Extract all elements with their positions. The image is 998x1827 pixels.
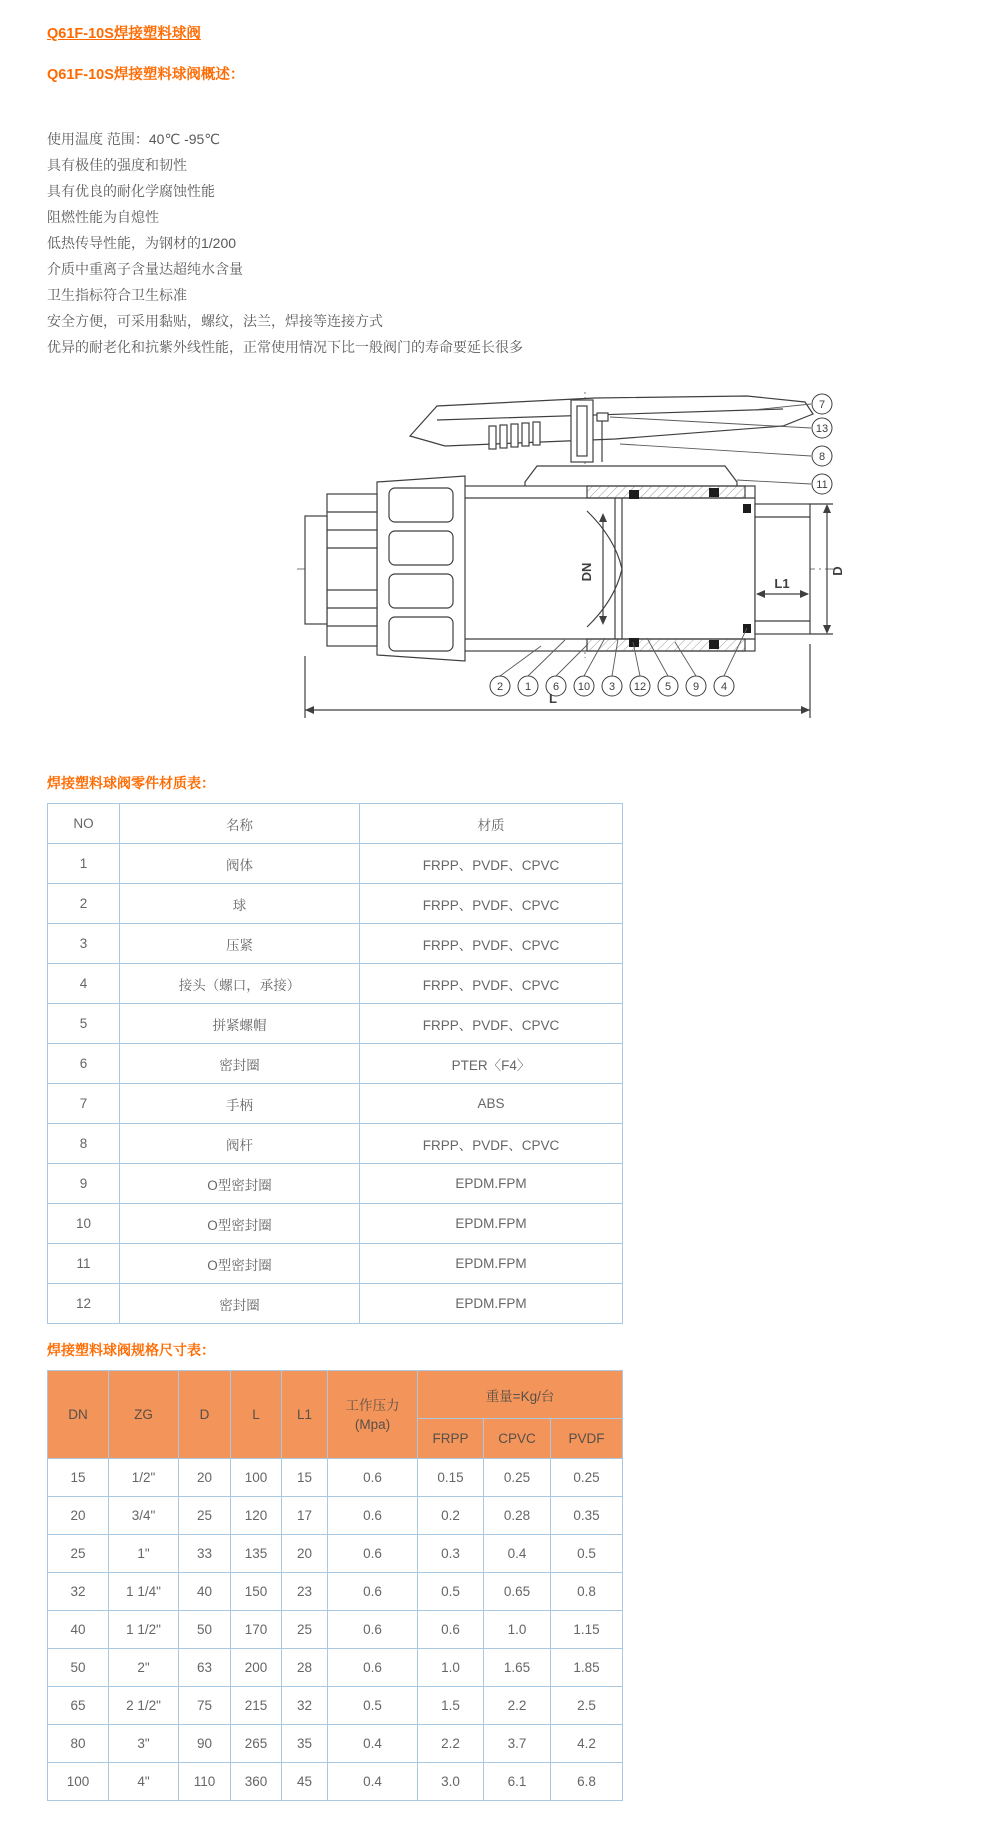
valve-diagram-wrap xyxy=(285,386,870,739)
pressure-header-line1: 工作压力 xyxy=(345,1397,400,1413)
materials-table-heading: 焊接塑料球阀零件材质表： xyxy=(47,775,215,791)
features-list xyxy=(47,126,968,360)
table-row xyxy=(48,1459,623,1497)
table-cell: 6 xyxy=(48,1044,120,1084)
table-cell: 11 xyxy=(48,1244,120,1284)
table-cell: 1 xyxy=(48,844,120,884)
table-cell: 压紧 xyxy=(120,924,360,964)
table-cell: 球 xyxy=(120,884,360,924)
callout-4: 4 xyxy=(720,681,728,693)
table-cell: 110 xyxy=(179,1763,231,1801)
table-cell: 4.2 xyxy=(551,1725,623,1763)
table-cell: 2" xyxy=(109,1649,179,1687)
table-row xyxy=(48,1497,623,1535)
table-row xyxy=(48,1725,623,1763)
callout-5: 5 xyxy=(664,681,672,693)
table-cell: FRPP、PVDF、CPVC xyxy=(360,964,623,1004)
table-row xyxy=(48,1649,623,1687)
table-row xyxy=(48,1204,623,1244)
feature-item: 阻燃性能为自熄性 xyxy=(47,209,159,225)
table-cell: EPDM.FPM xyxy=(360,1244,623,1284)
table-cell: 23 xyxy=(282,1573,328,1611)
table-cell: 1 1/2" xyxy=(109,1611,179,1649)
table-row xyxy=(48,1164,623,1204)
table-cell: 25 xyxy=(179,1497,231,1535)
table-cell: 0.6 xyxy=(328,1497,418,1535)
table-row xyxy=(48,1573,623,1611)
table-row xyxy=(48,884,623,924)
table-cell: 0.28 xyxy=(484,1497,551,1535)
materials-table xyxy=(47,803,623,1324)
table-cell: 10 xyxy=(48,1204,120,1244)
table-cell: 0.4 xyxy=(328,1763,418,1801)
table-cell: 50 xyxy=(48,1649,109,1687)
table-cell: 1 1/4" xyxy=(109,1573,179,1611)
feature-item: 介质中重离子含量达超纯水含量 xyxy=(47,261,243,277)
table-cell: 3.0 xyxy=(418,1763,484,1801)
table-cell: FRPP、PVDF、CPVC xyxy=(360,844,623,884)
table-row xyxy=(48,1284,623,1324)
table-cell: 1.0 xyxy=(484,1611,551,1649)
table-cell: FRPP、PVDF、CPVC xyxy=(360,1004,623,1044)
table-cell: 6.1 xyxy=(484,1763,551,1801)
spec-col-pvdf: PVDF xyxy=(551,1419,623,1459)
feature-item: 安全方便，可采用黏贴，螺纹，法兰，焊接等连接方式 xyxy=(47,313,383,329)
table-cell: ABS xyxy=(360,1084,623,1124)
materials-col-material: 材质 xyxy=(360,804,623,844)
table-cell: 0.3 xyxy=(418,1535,484,1573)
feature-item: 优异的耐老化和抗紫外线性能，正常使用情况下比一般阀门的寿命要延长很多 xyxy=(47,339,523,355)
table-cell: 90 xyxy=(179,1725,231,1763)
callout-1: 1 xyxy=(524,681,532,693)
table-cell: 28 xyxy=(282,1649,328,1687)
table-cell: FRPP、PVDF、CPVC xyxy=(360,924,623,964)
table-cell: 密封圈 xyxy=(120,1284,360,1324)
table-cell: 0.6 xyxy=(328,1535,418,1573)
table-row xyxy=(48,1535,623,1573)
table-cell: 100 xyxy=(231,1459,282,1497)
table-cell: 0.6 xyxy=(328,1649,418,1687)
table-row xyxy=(48,844,623,884)
table-cell: 3/4" xyxy=(109,1497,179,1535)
table-cell: 0.5 xyxy=(418,1573,484,1611)
table-cell: 1.85 xyxy=(551,1649,623,1687)
table-cell: 3.7 xyxy=(484,1725,551,1763)
table-row xyxy=(48,1084,623,1124)
callout-3: 3 xyxy=(608,681,616,693)
overview-heading: Q61F-10S焊接塑料球阀概述： xyxy=(47,67,245,83)
table-cell: 1.65 xyxy=(484,1649,551,1687)
dim-label-l1: L1 xyxy=(774,576,790,591)
spec-col-pressure xyxy=(328,1371,418,1459)
table-cell: 2 1/2" xyxy=(109,1687,179,1725)
table-cell: 0.8 xyxy=(551,1573,623,1611)
table-cell: 80 xyxy=(48,1725,109,1763)
table-cell: 2.2 xyxy=(484,1687,551,1725)
dim-label-dn: DN xyxy=(579,562,594,582)
feature-item: 低热传导性能，为钢材的1/200 xyxy=(47,235,237,251)
table-cell: O型密封圈 xyxy=(120,1164,360,1204)
table-cell: FRPP、PVDF、CPVC xyxy=(360,1124,623,1164)
spec-col-l1: L1 xyxy=(282,1371,328,1459)
table-cell: O型密封圈 xyxy=(120,1244,360,1284)
table-cell: 32 xyxy=(48,1573,109,1611)
table-cell: 200 xyxy=(231,1649,282,1687)
spec-col-cpvc: CPVC xyxy=(484,1419,551,1459)
table-row xyxy=(48,1044,623,1084)
spec-col-dn: DN xyxy=(48,1371,109,1459)
materials-col-name: 名称 xyxy=(120,804,360,844)
table-cell: 360 xyxy=(231,1763,282,1801)
table-cell: 密封圈 xyxy=(120,1044,360,1084)
callout-12: 12 xyxy=(633,681,647,693)
spec-table-body xyxy=(48,1459,623,1801)
table-cell: 9 xyxy=(48,1164,120,1204)
table-row xyxy=(48,1244,623,1284)
callout-10: 10 xyxy=(577,681,591,693)
materials-header-row xyxy=(48,804,623,844)
table-cell: 0.6 xyxy=(328,1459,418,1497)
table-cell: 0.6 xyxy=(328,1611,418,1649)
table-cell: 0.2 xyxy=(418,1497,484,1535)
table-cell: 4" xyxy=(109,1763,179,1801)
table-cell: 0.6 xyxy=(328,1573,418,1611)
table-cell: 15 xyxy=(282,1459,328,1497)
table-cell: 63 xyxy=(179,1649,231,1687)
materials-table-body xyxy=(48,844,623,1324)
product-title-link[interactable]: Q61F-10S焊接塑料球阀 xyxy=(47,26,201,42)
feature-item: 使用温度 范围：40℃ -95℃ xyxy=(47,131,221,147)
spec-col-d: D xyxy=(179,1371,231,1459)
table-cell: 2.5 xyxy=(551,1687,623,1725)
table-row xyxy=(48,924,623,964)
table-cell: 0.35 xyxy=(551,1497,623,1535)
table-cell: 120 xyxy=(231,1497,282,1535)
table-cell: 0.25 xyxy=(484,1459,551,1497)
table-cell: 接头（螺口，承接） xyxy=(120,964,360,1004)
spec-table-heading: 焊接塑料球阀规格尺寸表： xyxy=(47,1342,215,1358)
table-cell: 5 xyxy=(48,1004,120,1044)
table-cell: 12 xyxy=(48,1284,120,1324)
feature-item: 具有优良的耐化学腐蚀性能 xyxy=(47,183,215,199)
table-cell: 0.25 xyxy=(551,1459,623,1497)
table-row xyxy=(48,1687,623,1725)
table-cell: 20 xyxy=(48,1497,109,1535)
table-cell: 215 xyxy=(231,1687,282,1725)
table-row xyxy=(48,1004,623,1044)
callout-9: 9 xyxy=(692,681,700,693)
spec-col-weight: 重量=Kg/台 xyxy=(418,1371,623,1419)
spec-header-row-1 xyxy=(48,1371,623,1419)
table-cell: 6.8 xyxy=(551,1763,623,1801)
table-cell: 170 xyxy=(231,1611,282,1649)
table-cell: PTER〈F4〉 xyxy=(360,1044,623,1084)
callout-11: 11 xyxy=(816,479,828,491)
materials-col-no: NO xyxy=(48,804,120,844)
table-cell: 15 xyxy=(48,1459,109,1497)
table-cell: 手柄 xyxy=(120,1084,360,1124)
table-cell: FRPP、PVDF、CPVC xyxy=(360,884,623,924)
table-cell: O型密封圈 xyxy=(120,1204,360,1244)
table-cell: EPDM.FPM xyxy=(360,1164,623,1204)
table-cell: 阀杆 xyxy=(120,1124,360,1164)
table-cell: 1.0 xyxy=(418,1649,484,1687)
table-cell: 0.6 xyxy=(418,1611,484,1649)
table-cell: 265 xyxy=(231,1725,282,1763)
table-cell: 1.5 xyxy=(418,1687,484,1725)
table-cell: 25 xyxy=(282,1611,328,1649)
table-cell: 150 xyxy=(231,1573,282,1611)
spec-col-frpp: FRPP xyxy=(418,1419,484,1459)
table-cell: 0.5 xyxy=(551,1535,623,1573)
table-cell: EPDM.FPM xyxy=(360,1284,623,1324)
table-cell: 8 xyxy=(48,1124,120,1164)
callout-6: 6 xyxy=(552,681,560,693)
pressure-header-line2: (Mpa) xyxy=(354,1416,391,1432)
table-cell: 1/2" xyxy=(109,1459,179,1497)
table-cell: 65 xyxy=(48,1687,109,1725)
callout-13: 13 xyxy=(815,423,829,435)
valve-cross-section-diagram xyxy=(285,386,870,734)
table-cell: 75 xyxy=(179,1687,231,1725)
table-cell: 32 xyxy=(282,1687,328,1725)
table-row xyxy=(48,964,623,1004)
table-cell: 4 xyxy=(48,964,120,1004)
table-row xyxy=(48,1611,623,1649)
table-cell: 0.15 xyxy=(418,1459,484,1497)
table-cell: 1" xyxy=(109,1535,179,1573)
table-cell: 35 xyxy=(282,1725,328,1763)
table-cell: 33 xyxy=(179,1535,231,1573)
table-cell: 40 xyxy=(48,1611,109,1649)
table-cell: 45 xyxy=(282,1763,328,1801)
table-cell: 3 xyxy=(48,924,120,964)
callout-7: 7 xyxy=(818,399,826,411)
table-cell: 25 xyxy=(48,1535,109,1573)
table-row xyxy=(48,1763,623,1801)
table-cell: EPDM.FPM xyxy=(360,1204,623,1244)
callout-2: 2 xyxy=(496,681,504,693)
feature-item: 具有极佳的强度和韧性 xyxy=(47,157,187,173)
table-cell: 100 xyxy=(48,1763,109,1801)
spec-col-zg: ZG xyxy=(109,1371,179,1459)
spec-table xyxy=(47,1370,623,1801)
table-cell: 20 xyxy=(179,1459,231,1497)
dim-label-d: D xyxy=(830,566,845,576)
table-cell: 135 xyxy=(231,1535,282,1573)
table-row xyxy=(48,1124,623,1164)
table-cell: 40 xyxy=(179,1573,231,1611)
table-cell: 3" xyxy=(109,1725,179,1763)
table-cell: 17 xyxy=(282,1497,328,1535)
dim-label-l: L xyxy=(549,691,557,706)
table-cell: 0.5 xyxy=(328,1687,418,1725)
table-cell: 2 xyxy=(48,884,120,924)
table-cell: 0.4 xyxy=(328,1725,418,1763)
table-cell: 阀体 xyxy=(120,844,360,884)
table-cell: 0.4 xyxy=(484,1535,551,1573)
callout-8: 8 xyxy=(818,451,826,463)
table-cell: 拼紧螺帽 xyxy=(120,1004,360,1044)
table-cell: 2.2 xyxy=(418,1725,484,1763)
table-cell: 50 xyxy=(179,1611,231,1649)
spec-col-l: L xyxy=(231,1371,282,1459)
table-cell: 20 xyxy=(282,1535,328,1573)
table-cell: 7 xyxy=(48,1084,120,1124)
table-cell: 1.15 xyxy=(551,1611,623,1649)
table-cell: 0.65 xyxy=(484,1573,551,1611)
feature-item: 卫生指标符合卫生标准 xyxy=(47,287,187,303)
